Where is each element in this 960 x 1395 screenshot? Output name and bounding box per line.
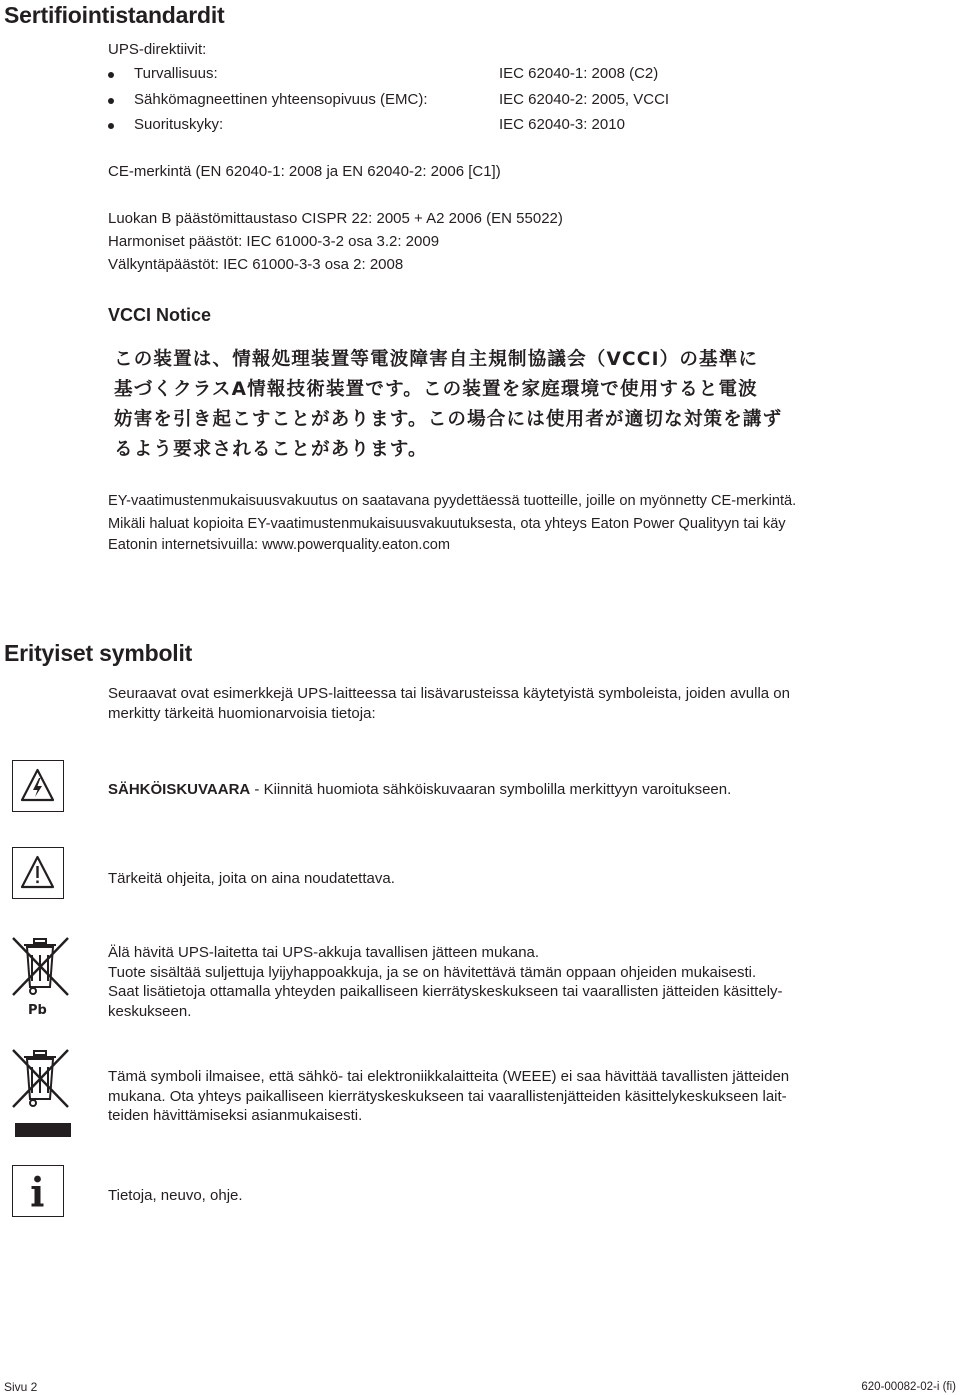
crossed-bin-pb-icon — [10, 935, 76, 1025]
description-line: Tämä symboli ilmaisee, että sähkö- tai elektroniikkalaitteita (WEEE) ei saa hävittää tavallisten jätteiden — [108, 1068, 790, 1085]
electric-shock-warning-icon — [12, 760, 64, 812]
declaration-line: Eatonin internetsivuilla: www.powerquality.eaton.com — [108, 537, 451, 553]
pb-label: Pb — [28, 1003, 47, 1018]
ce-marking-text: CE-merkintä (EN 62040-1: 2008 ja EN 62040-2: 2006 [C1]) — [108, 163, 501, 180]
document-id: 620-00082-02-i (fi) — [861, 1381, 956, 1393]
description-line: mukana. Ota yhteys paikalliseen kierrätyskeskukseen tai vaarallistenjätteiden käsittelykeskukseen lait- — [108, 1087, 787, 1105]
vcci-notice-japanese — [114, 345, 804, 465]
bullet-icon — [108, 98, 114, 104]
shock-hazard-label: SÄHKÖISKUVAARA — [108, 781, 251, 798]
list-item — [108, 65, 808, 85]
emission-standards — [108, 207, 563, 276]
vcci-line: この装置は、情報処理装置等電波障害自主規制協議会（VCCI）の基準に — [114, 349, 759, 370]
directive-standard: IEC 62040-2: 2005, VCCI — [499, 91, 670, 108]
directive-label: Sähkömagneettinen yhteensopivuus (EMC): — [134, 91, 428, 108]
emission-line: Luokan B päästömittaustaso CISPR 22: 2005 + A2 2006 (EN 55022) — [108, 210, 563, 227]
bullet-icon — [108, 123, 114, 129]
emission-line: Harmoniset päästöt: IEC 61000-3-2 osa 3.2: 2009 — [108, 233, 440, 250]
symbol-description — [108, 943, 783, 1021]
description-line: teiden hävittämiseksi asianmukaisesti. — [108, 1107, 363, 1124]
caution-warning-icon — [12, 847, 64, 899]
declaration-paragraph — [108, 491, 796, 556]
section-title-special-symbols: Erityiset symbolit — [4, 640, 193, 666]
vcci-line: 妨害を引き起こすことがあります。この場合には使用者が適切な対策を講ず — [114, 409, 783, 430]
directive-standard: IEC 62040-3: 2010 — [499, 116, 625, 133]
emission-line: Välkyntäpäästöt: IEC 61000-3-3 osa 2: 2008 — [108, 256, 404, 273]
symbol-description — [108, 780, 731, 800]
information-icon — [12, 1165, 64, 1217]
vcci-heading: VCCI Notice — [108, 305, 212, 325]
description-line: Tuote sisältää suljettuja lyijyhappoakkuja, ja se on hävitettävä tämän oppaan ohjeiden mukaisesti. — [108, 963, 757, 981]
directive-label: Turvallisuus: — [134, 65, 218, 82]
vcci-line: 基づくクラスA情報技術装置です。この装置を家庭環境で使用すると電波 — [114, 379, 758, 400]
declaration-line: Mikäli haluat kopioita EY-vaatimustenmukaisuusvakuutuksesta, ota yhteys Eaton Power Qualityyn tai käy — [108, 516, 786, 532]
ups-directives-heading: UPS-direktiivit: — [108, 41, 207, 58]
shock-hazard-text: - Kiinnitä huomiota sähköiskuvaaran symbolilla merkittyyn varoitukseen. — [250, 781, 732, 798]
intro-line: Seuraavat ovat esimerkkejä UPS-laitteessa tai lisävarusteissa käytetyistä symboleista, joiden avulla on — [108, 685, 790, 702]
intro-line: merkitty tärkeitä huomionarvoisia tietoja: — [108, 705, 376, 722]
bullet-icon — [108, 72, 114, 78]
declaration-line: EY-vaatimustenmukaisuusvakuutus on saatavana pyydettäessä tuotteille, joille on myönnetty CE-merkintä. — [108, 493, 797, 509]
description-line: Saat lisätietoja ottamalla yhteyden paikalliseen kierrätyskeskukseen tai vaarallisten jätteiden käsittely- — [108, 983, 783, 1000]
description-line: Älä hävitä UPS-laitetta tai UPS-akkuja tavallisen jätteen mukana. — [108, 944, 540, 961]
directive-label: Suorituskyky: — [134, 116, 224, 133]
section-title-certification: Sertifiointistandardit — [4, 2, 225, 28]
symbol-description: Tärkeitä ohjeita, joita on aina noudatettava. — [108, 870, 395, 887]
list-item — [108, 116, 808, 136]
symbol-description — [108, 1067, 789, 1126]
list-item — [108, 91, 808, 111]
symbols-intro — [108, 684, 790, 724]
weee-crossed-bin-icon — [10, 1047, 76, 1139]
vcci-line: るよう要求されることがあります。 — [114, 439, 428, 460]
description-line: keskukseen. — [108, 1002, 192, 1020]
directive-standard: IEC 62040-1: 2008 (C2) — [499, 65, 659, 82]
symbol-description: Tietoja, neuvo, ohje. — [108, 1187, 243, 1204]
page-number: Sivu 2 — [4, 1380, 38, 1394]
